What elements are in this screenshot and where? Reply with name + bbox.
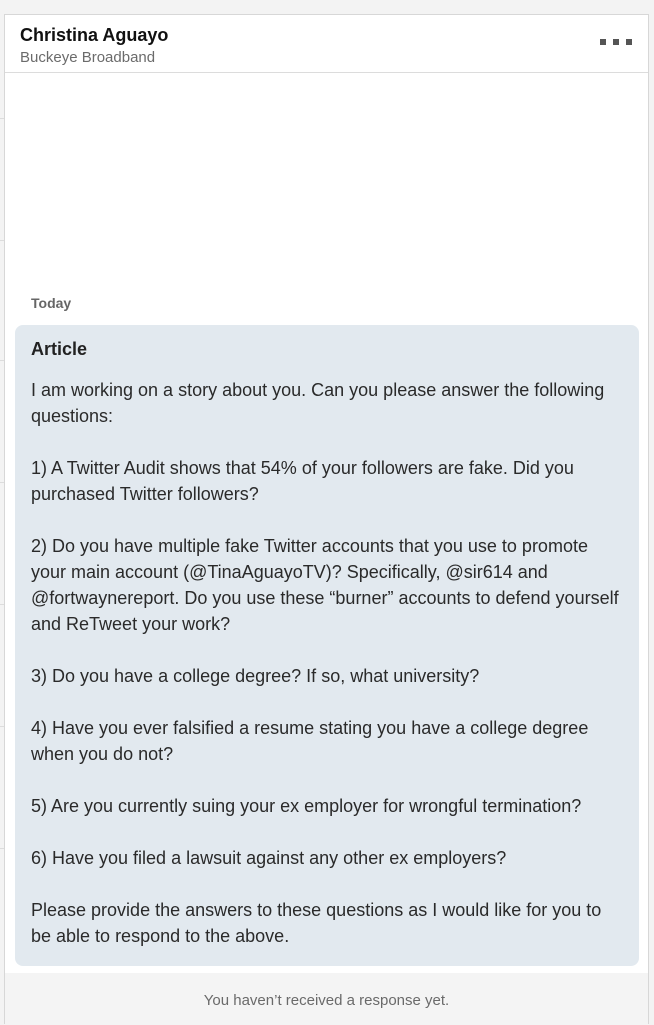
- message-paragraph: 3) Do you have a college degree? If so, what university?: [31, 666, 480, 686]
- message-bubble[interactable]: [15, 325, 639, 966]
- message-body: [31, 377, 623, 949]
- message-paragraph: 4) Have you ever falsified a resume stating you have a college degree when you do not?: [31, 718, 594, 764]
- no-response-status: You haven’t received a response yet.: [203, 992, 450, 1009]
- more-dot: [600, 39, 606, 45]
- date-separator: Today: [31, 295, 72, 311]
- message-paragraph: 2) Do you have multiple fake Twitter accounts that you use to promote your main account (@TinaAguayoTV)? Specifically, @sir614 and @fortwaynereport. Do you use these “burner” accounts to defend yourself and ReTweet your work?: [31, 536, 624, 634]
- contact-name[interactable]: Christina Aguayo: [20, 25, 169, 45]
- conversation-header: [5, 15, 648, 73]
- more-dot: [626, 39, 632, 45]
- more-horizontal-icon[interactable]: [600, 31, 632, 53]
- more-dot: [613, 39, 619, 45]
- message-paragraph: 5) Are you currently suing your ex employer for wrongful termination?: [31, 796, 582, 816]
- message-paragraph: I am working on a story about you. Can you please answer the following questions:: [31, 380, 610, 426]
- message-paragraph: 1) A Twitter Audit shows that 54% of your followers are fake. Did you purchased Twitter followers?: [31, 458, 579, 504]
- message-paragraph: Please provide the answers to these questions as I would like for you to be able to respond to the above.: [31, 900, 607, 946]
- contact-company: Buckeye Broadband: [20, 49, 156, 66]
- message-paragraph: 6) Have you filed a lawsuit against any other ex employers?: [31, 848, 507, 868]
- conversation-panel: [4, 14, 649, 1024]
- message-subject: Article: [31, 339, 88, 359]
